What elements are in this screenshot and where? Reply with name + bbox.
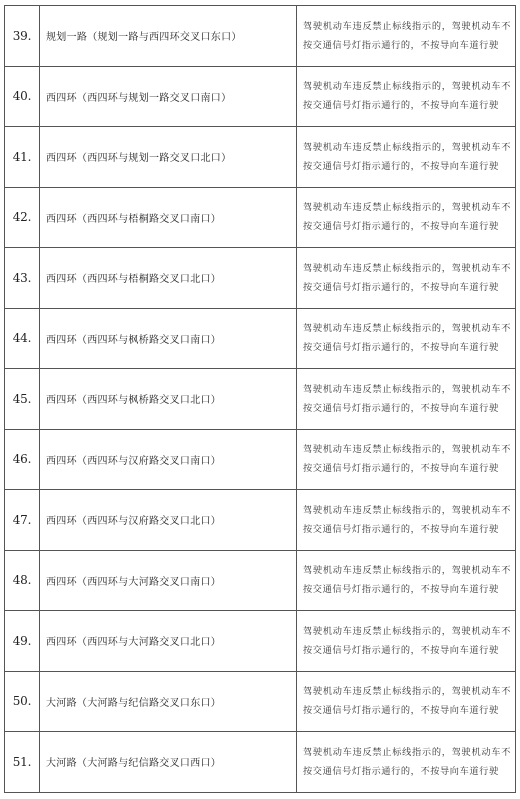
- table-row: [5, 248, 516, 309]
- table-row: [5, 127, 516, 188]
- table-row: [5, 308, 516, 369]
- violation-locations-table: [4, 5, 516, 793]
- violation-cell: 驾驶机动车违反禁止标线指示的，驾驶机动车不按交通信号灯指示通行的，不按导向车道行驶: [297, 66, 516, 127]
- row-number: 45.: [5, 369, 40, 430]
- location-cell: 西四环（西四环与大河路交叉口北口）: [40, 611, 297, 672]
- table-row: [5, 490, 516, 551]
- violation-cell: 驾驶机动车违反禁止标线指示的，驾驶机动车不按交通信号灯指示通行的，不按导向车道行驶: [297, 308, 516, 369]
- table-row: [5, 671, 516, 732]
- violation-cell: 驾驶机动车违反禁止标线指示的，驾驶机动车不按交通信号灯指示通行的，不按导向车道行驶: [297, 671, 516, 732]
- row-number: 42.: [5, 187, 40, 248]
- violation-cell: 驾驶机动车违反禁止标线指示的，驾驶机动车不按交通信号灯指示通行的，不按导向车道行驶: [297, 369, 516, 430]
- table-row: [5, 732, 516, 793]
- table-row: [5, 66, 516, 127]
- violation-cell: 驾驶机动车违反禁止标线指示的，驾驶机动车不按交通信号灯指示通行的，不按导向车道行驶: [297, 6, 516, 67]
- row-number: 44.: [5, 308, 40, 369]
- location-cell: 西四环（西四环与梧桐路交叉口北口）: [40, 248, 297, 309]
- location-cell: 西四环（西四环与大河路交叉口南口）: [40, 550, 297, 611]
- table-row: [5, 369, 516, 430]
- location-cell: 西四环（西四环与汉府路交叉口南口）: [40, 429, 297, 490]
- table-row: [5, 6, 516, 67]
- location-cell: 大河路（大河路与纪信路交叉口西口）: [40, 732, 297, 793]
- location-cell: 西四环（西四环与枫桥路交叉口南口）: [40, 308, 297, 369]
- violation-cell: 驾驶机动车违反禁止标线指示的，驾驶机动车不按交通信号灯指示通行的，不按导向车道行驶: [297, 248, 516, 309]
- row-number: 40.: [5, 66, 40, 127]
- location-cell: 规划一路（规划一路与西四环交叉口东口）: [40, 6, 297, 67]
- row-number: 43.: [5, 248, 40, 309]
- table-row: [5, 550, 516, 611]
- row-number: 47.: [5, 490, 40, 551]
- row-number: 50.: [5, 671, 40, 732]
- violation-cell: 驾驶机动车违反禁止标线指示的，驾驶机动车不按交通信号灯指示通行的，不按导向车道行驶: [297, 611, 516, 672]
- location-cell: 西四环（西四环与梧桐路交叉口南口）: [40, 187, 297, 248]
- row-number: 41.: [5, 127, 40, 188]
- location-cell: 西四环（西四环与规划一路交叉口南口）: [40, 66, 297, 127]
- violation-cell: 驾驶机动车违反禁止标线指示的，驾驶机动车不按交通信号灯指示通行的，不按导向车道行驶: [297, 187, 516, 248]
- row-number: 46.: [5, 429, 40, 490]
- violation-cell: 驾驶机动车违反禁止标线指示的，驾驶机动车不按交通信号灯指示通行的，不按导向车道行驶: [297, 429, 516, 490]
- table-row: [5, 429, 516, 490]
- violation-cell: 驾驶机动车违反禁止标线指示的，驾驶机动车不按交通信号灯指示通行的，不按导向车道行驶: [297, 732, 516, 793]
- row-number: 48.: [5, 550, 40, 611]
- table-row: [5, 187, 516, 248]
- row-number: 49.: [5, 611, 40, 672]
- row-number: 39.: [5, 6, 40, 67]
- location-cell: 西四环（西四环与枫桥路交叉口北口）: [40, 369, 297, 430]
- table-row: [5, 611, 516, 672]
- location-cell: 大河路（大河路与纪信路交叉口东口）: [40, 671, 297, 732]
- location-cell: 西四环（西四环与规划一路交叉口北口）: [40, 127, 297, 188]
- violation-cell: 驾驶机动车违反禁止标线指示的，驾驶机动车不按交通信号灯指示通行的，不按导向车道行驶: [297, 127, 516, 188]
- violation-cell: 驾驶机动车违反禁止标线指示的，驾驶机动车不按交通信号灯指示通行的，不按导向车道行驶: [297, 550, 516, 611]
- location-cell: 西四环（西四环与汉府路交叉口北口）: [40, 490, 297, 551]
- row-number: 51.: [5, 732, 40, 793]
- violation-cell: 驾驶机动车违反禁止标线指示的，驾驶机动车不按交通信号灯指示通行的，不按导向车道行驶: [297, 490, 516, 551]
